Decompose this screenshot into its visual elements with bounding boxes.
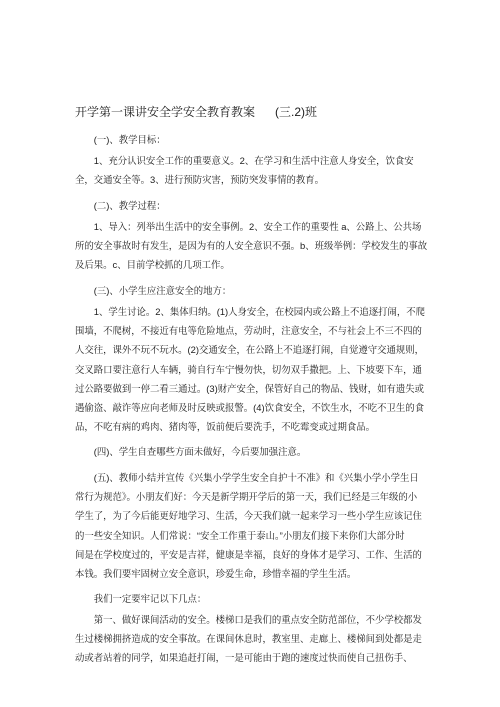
paragraph-line: 常行为规范》。小朋友们好：今天是新学期开学后的第一天，我们已经是三年级的小 bbox=[75, 491, 418, 503]
paragraph-line: 动或者站着的同学，如果追赶打闹，一是可能由于跑的速度过快而使自己扭伤手、 bbox=[75, 652, 413, 664]
paragraph-line: 第一、做好课间活动的安全。楼梯口是我们的重点安全防范部位，不少学校都发 bbox=[93, 614, 422, 625]
paragraph-line: 1、导入：列举出生活中的安全事例。2、安全工作的重要性 a、公路上、公共场 bbox=[93, 221, 422, 232]
paragraph-line: 1、充分认识安全工作的重要意义。2、在学习和生活中注意人身安全，饮食安 bbox=[93, 155, 414, 166]
document-title bbox=[75, 103, 317, 122]
paragraph-line: (四)、学生自查哪些方面未做好，今后要加强注意。 bbox=[93, 446, 307, 457]
paragraph-line: 交叉路口要注意行人车辆，骑自行车宁慢勿快，切勿双手撒把。上、下坡要下车，通 bbox=[75, 363, 422, 375]
heading-line: (二)、教学过程： bbox=[93, 200, 166, 211]
safety-places-paragraph bbox=[75, 302, 431, 436]
paragraph-line: 品，不吃有病的鸡肉、猪肉等，饭前便后要洗手，不吃霉变或过期食品。 bbox=[75, 421, 376, 433]
paragraph-line: 的一些安全知识。人们常说：“安全工作重于泰山。”小朋友们接下来你们大部分时 bbox=[75, 529, 405, 541]
paragraph-line: 围墙，不爬树，不接近有电等危险地点，劳动时，注意安全，不与社会上不三不四的 bbox=[75, 325, 422, 337]
paragraph-line: 生过楼梯拥挤造成的安全事故。在课间休息时，教室里、走廊上、楼梯间到处都是走 bbox=[75, 633, 422, 645]
paragraph-line: 遇偷盗、敲诈等应向老师及时反映或报警。(4)饮食安全，不饮生水，不吃不卫生的食 bbox=[75, 401, 424, 413]
heading-line: 我们一定要牢记以下几点： bbox=[93, 593, 207, 604]
paragraph-line: 1、学生讨论。2、集体归纳。(1)人身安全，在校园内或公路上不追逐打闹，不爬 bbox=[93, 306, 426, 317]
first-point-paragraph bbox=[75, 610, 431, 668]
process-paragraph bbox=[75, 217, 431, 275]
process-heading bbox=[75, 196, 431, 215]
paragraph-line: 过公路要做到一停二看三通过。(3)财产安全，保管好自己的物品、钱财，如有遗失或 bbox=[75, 382, 424, 394]
paragraph-line: 人交往，课外不玩不玩水。(2)交通安全，在公路上不追逐打闹，自觉遵守交通规则， bbox=[75, 344, 424, 356]
class-label: (三.2)班 bbox=[275, 105, 318, 119]
title-text: 开学第一课讲安全学安全教育教案 bbox=[75, 105, 256, 119]
paragraph-line: (五)、教师小结并宣传《兴集小学学生安全自护十不准》和《兴集小学小学生日 bbox=[93, 472, 419, 483]
paragraph-line: 及后果。c、目前学校抓的几项工作。 bbox=[75, 259, 230, 271]
paragraph-line: 学生了，为了今后能更好地学习、生活，今天我们就一起来学习一些小学生应该记住 bbox=[75, 510, 422, 522]
safety-places-heading bbox=[75, 281, 431, 300]
objectives-heading bbox=[75, 130, 431, 149]
paragraph-line: 全，交通安全等。3、进行预防灾害，预防突发事情的教育。 bbox=[75, 174, 324, 186]
heading-line: (一)、教学目标： bbox=[93, 134, 166, 145]
heading-line: (三)、小学生应注意安全的地方： bbox=[93, 285, 232, 296]
self-check-paragraph bbox=[75, 442, 431, 461]
summary-paragraph bbox=[75, 468, 431, 583]
paragraph-line: 所的安全事故时有发生，是因为有的人安全意识不强。b、班级举例：学校发生的事故 bbox=[75, 240, 428, 252]
paragraph-line: 间是在学校度过的，平安是吉祥，健康是幸福，良好的身体才是学习、工作、生活的 bbox=[75, 548, 422, 560]
objectives-paragraph bbox=[75, 151, 431, 189]
paragraph-line: 本钱。我们要牢固树立安全意识，珍爱生命，珍惜幸福的学生生活。 bbox=[75, 567, 357, 579]
remember-heading bbox=[75, 589, 431, 608]
